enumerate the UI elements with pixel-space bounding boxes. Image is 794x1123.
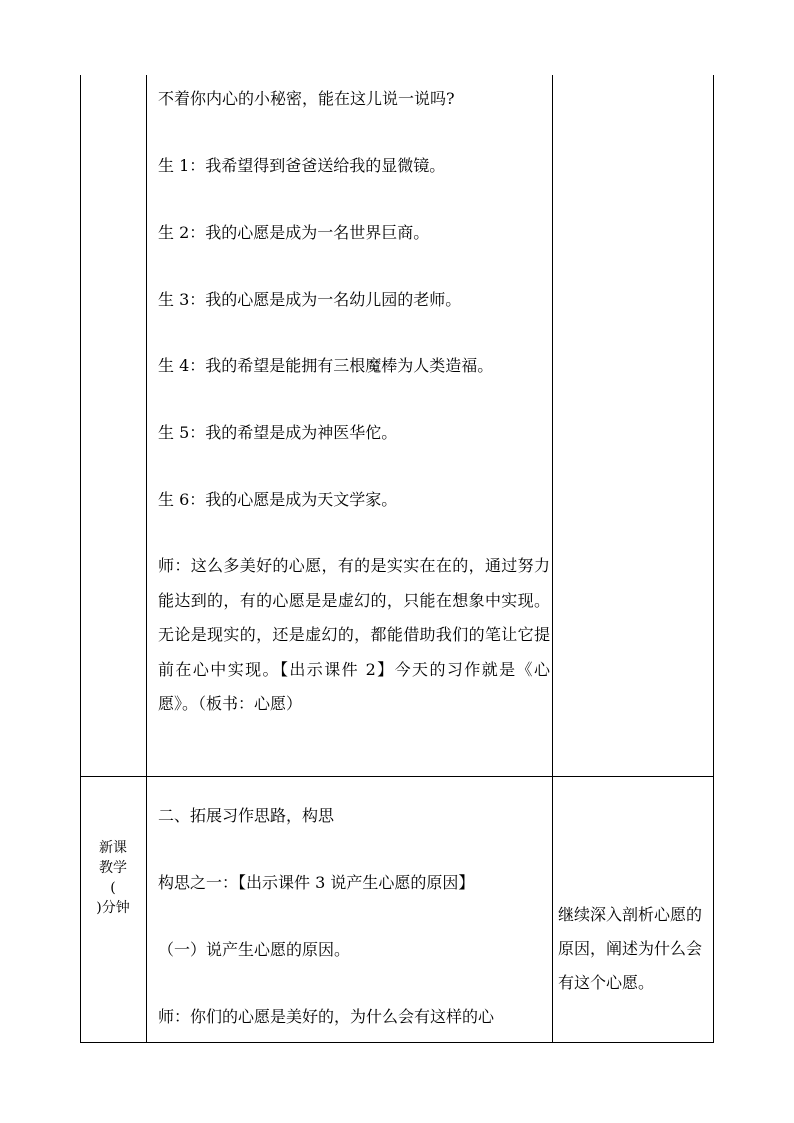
section-heading: 二、拓展习作思路，构思 [158, 806, 335, 825]
column-divider-2 [552, 75, 553, 1043]
student-1-line: 生 1：我希望得到爸爸送给我的显微镜。 [158, 156, 446, 175]
stage-label-line-4: )分钟 [96, 900, 130, 916]
subsection-line: （一）说产生心愿的原因。 [158, 940, 351, 959]
teacher-paragraph: 师：这么多美好的心愿，有的是实实在在的，通过努力能达到的，有的心愿是是虚幻的，只能在想象中实现。无论是现实的，还是虚幻的，都能借助我们的笔让它提前在心中实现。【出示课件 2】今天的习作就是《心愿》。（板书：心愿） [158, 556, 550, 713]
student-4-line: 生 4：我的希望是能拥有三根魔棒为人类造福。 [158, 356, 494, 375]
idea-one-line: 构思之一：【出示课件 3 说产生心愿的原因】 [158, 873, 475, 892]
stage-label-line-2: 教学 [99, 860, 127, 876]
table-border-bottom [80, 1042, 714, 1043]
stage-label-line-1: 新课 [99, 840, 127, 856]
teacher-question-line: 师：你们的心愿是美好的，为什么会有这样的心 [158, 1007, 495, 1026]
student-6-line: 生 6：我的心愿是成为天文学家。 [158, 490, 398, 509]
student-3-line: 生 3：我的心愿是成为一名幼儿园的老师。 [158, 290, 462, 309]
student-2-line: 生 2：我的心愿是成为一名世界巨商。 [158, 223, 430, 242]
text-line-1: 不着你内心的小秘密，能在这儿说一说吗? [158, 89, 455, 108]
column-divider-1 [146, 75, 147, 1043]
design-intent-note: 继续深入剖析心愿的原因，阐述为什么会有这个心愿。 [558, 905, 703, 992]
student-5-line: 生 5：我的希望是成为神医华佗。 [158, 423, 398, 442]
row-divider [80, 776, 714, 777]
stage-label [80, 838, 146, 918]
stage-label-line-3: ( [110, 880, 116, 896]
